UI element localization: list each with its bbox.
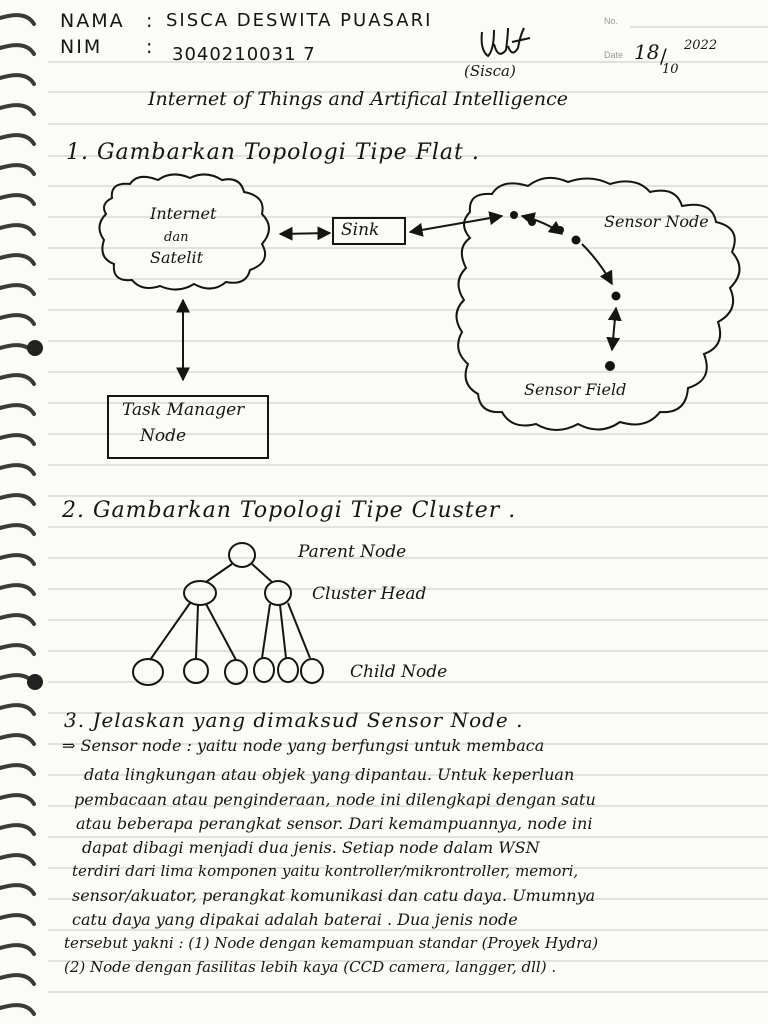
- date-label: Date: [604, 50, 624, 60]
- answer-line: (2) Node dengan fasilitas lebih kaya (CCD camera, langger, dll) .: [64, 958, 557, 976]
- q1-question: 1. Gambarkan Topologi Tipe Flat .: [66, 140, 480, 165]
- date-year: 2022: [684, 38, 718, 53]
- sensor-field-label: Sensor Field: [524, 380, 627, 399]
- answer-line: ⇒ Sensor node : yaitu node yang berfungsi untuk membaca: [62, 736, 545, 755]
- q3-question: 3. Jelaskan yang dimaksud Sensor Node .: [64, 708, 524, 732]
- answer-line: tersebut yakni : (1) Node dengan kemampuan standar (Proyek Hydra): [64, 934, 599, 952]
- date-day: 18: [634, 40, 660, 64]
- answer-line: pembacaan atau penginderaan, node ini dilengkapi dengan satu: [74, 790, 596, 809]
- no-label: No.: [604, 16, 619, 26]
- nim-colon: :: [146, 36, 155, 58]
- course-title: Internet of Things and Artifical Intelligence: [148, 88, 568, 110]
- name-value: SISCA DESWITA PUASARI: [166, 10, 433, 31]
- answer-line: atau beberapa perangkat sensor. Dari kemampuannya, node ini: [76, 814, 593, 833]
- child-node-circle: [184, 659, 208, 683]
- child-node-label: Child Node: [350, 662, 448, 682]
- answer-line: catu daya yang dipakai adalah baterai . Dua jenis node: [72, 910, 518, 929]
- internet-label: Internet: [150, 204, 217, 223]
- child-node-circle: [225, 660, 247, 684]
- nim-label: NIM: [60, 36, 103, 58]
- child-node-circle: [278, 658, 298, 682]
- sensor-node-label: Sensor Node: [604, 212, 709, 231]
- q2-question: 2. Gambarkan Topologi Tipe Cluster .: [62, 498, 517, 523]
- child-node-circle: [133, 659, 163, 685]
- name-colon: :: [146, 10, 155, 32]
- cluster-head-circle: [184, 581, 216, 605]
- task-manager-label: Task Manager: [122, 400, 245, 420]
- child-node-circle: [254, 658, 274, 682]
- node-label: Node: [140, 426, 187, 446]
- dan-label: dan: [164, 230, 189, 245]
- cluster-head-circle: [265, 581, 291, 605]
- date-month: 10: [662, 62, 679, 77]
- answer-line: sensor/akuator, perangkat komunikasi dan catu daya. Umumnya: [72, 886, 596, 905]
- signature-caption: (Sisca): [464, 62, 516, 80]
- name-label: NAMA: [60, 10, 125, 32]
- answer-line: dapat dibagi menjadi dua jenis. Setiap node dalam WSN: [82, 838, 540, 857]
- answer-line: data lingkungan atau objek yang dipantau. Untuk keperluan: [84, 765, 575, 784]
- child-node-circle: [301, 659, 323, 683]
- nim-value: 3040210031 7: [172, 44, 316, 65]
- satelit-label: Satelit: [150, 248, 204, 267]
- parent-node-circle: [229, 543, 255, 567]
- cluster-head-label: Cluster Head: [312, 584, 427, 604]
- sink-label: Sink: [341, 220, 380, 240]
- date-slash: /: [660, 44, 667, 68]
- parent-node-label: Parent Node: [298, 542, 407, 562]
- answer-line: terdiri dari lima komponen yaitu kontroller/mikrontroller, memori,: [72, 862, 579, 880]
